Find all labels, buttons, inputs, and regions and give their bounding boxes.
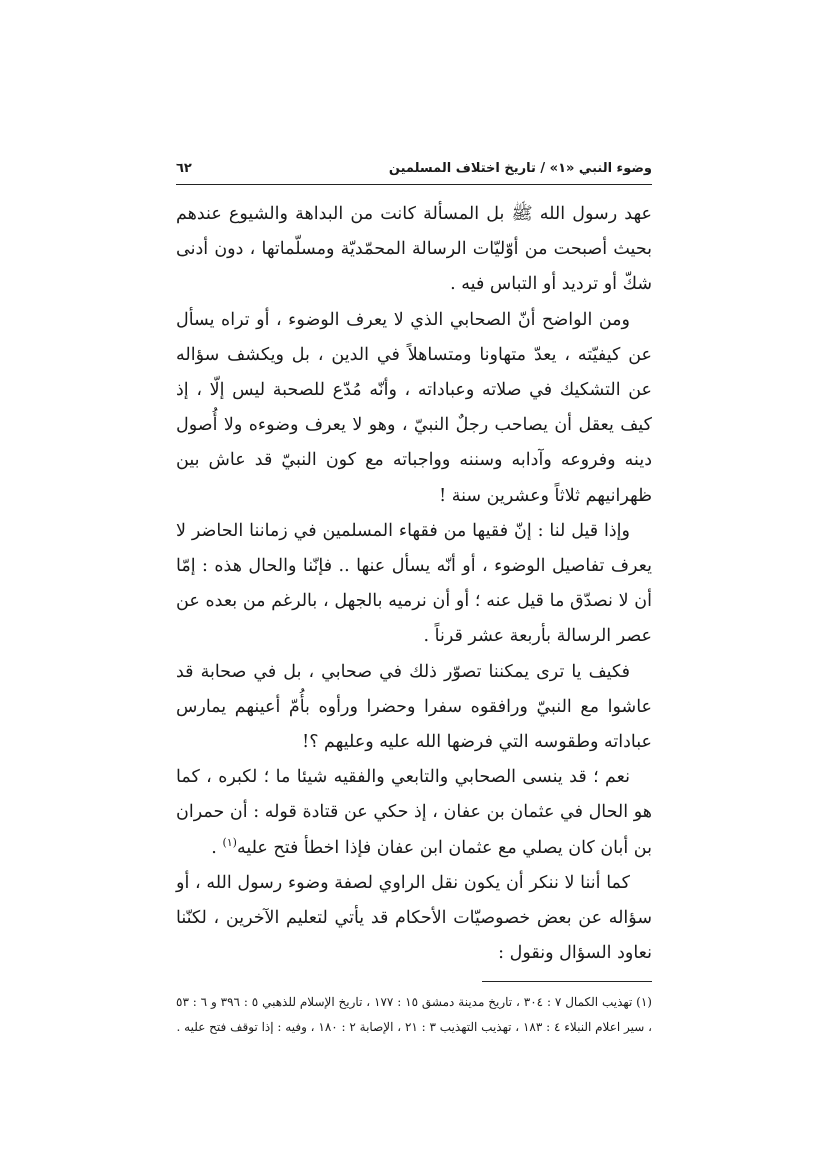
- running-title: وضوء النبي «١» / تاريخ اختلاف المسلمين: [388, 161, 652, 176]
- page-header: [176, 150, 652, 185]
- paragraph: فكيف يا ترى يمكننا تصوّر ذلك في صحابي ، بل في صحابة قد عاشوا مع النبيّ ورافقوه سفرا وحضرا ورأوه بأُمّ أعينهم يمارس عباداته وطقوسه التي فرضها الله عليه وعليهم ؟!: [176, 661, 652, 753]
- book-page: [176, 150, 652, 1035]
- body-text: [176, 197, 652, 971]
- paragraph: عهد رسول الله ﷺ بل المسألة كانت من البداهة والشيوع عندهم بحيث أصبحت من أوّليّات الرسالة المحمّديّة ومسلّماتها ، دون أدنى شكّ أو ترديد أو التباس فيه .: [176, 204, 652, 295]
- page-number: ٦٢: [176, 161, 192, 176]
- paragraph: وإذا قيل لنا : إنّ فقيها من فقهاء المسلمين في زماننا الحاضر لا يعرف تفاصيل الوضوء ، أو أنّه يسأل عنها .. فإنّنا والحال هذه : إمّا أن لا نصدّق ما قيل عنه ؛ أو أن نرميه بالجهل ، بالرغم من بعده عن عصر الرسالة بأربعة عشر قرناً .: [176, 520, 652, 647]
- footnote: (١) تهذيب الكمال ٧ : ٣٠٤ ، تاريخ مدينة دمشق ١٥ : ١٧٧ ، تاريخ الإسلام للذهبي ٥ : ٣٩٦ و ٦ : ٥٣ ، سير اعلام النبلاء ٤ : ١٨٣ ، تهذيب التهذيب ٣ : ٢١ ، الإصابة ٢ : ١٨٠ ، وفيه : إذا توقف فتح عليه .: [176, 995, 652, 1035]
- footnote-reference[interactable]: (١): [222, 835, 237, 849]
- footnote-divider: [482, 981, 652, 982]
- paragraph: نعم ؛ قد ينسى الصحابي والتابعي والفقيه شيئا ما ؛ لكبره ، كما هو الحال في عثمان بن عفان ، إذ حكي عن قتادة قوله : أن حمران بن أبان كان يصلي مع عثمان ابن عفان فإذا اخطأ فتح عليه$^{(١)}$ .: [176, 767, 652, 858]
- paragraph: كما أننا لا ننكر أن يكون نقل الراوي لصفة وضوء رسول الله ، أو سؤاله عن بعض خصوصيّات الأحكام قد يأتي لتعليم الآخرين ، لكنّنا نعاود السؤال ونقول :: [176, 872, 652, 964]
- paragraph: ومن الواضح أنّ الصحابي الذي لا يعرف الوضوء ، أو تراه يسأل عن كيفيّته ، يعدّ متهاونا ومتساهلاً في الدين ، بل ويكشف سؤاله عن التشكيك في صلاته وعباداته ، وأنّه مُدّع للصحبة ليس إلّا ، إذ كيف يعقل أن يصاحب رجلٌ النبيّ ، وهو لا يعرف وضوءه ولا أُصول دينه وفروعه وآدابه وسننه وواجباته مع كون النبيّ قد عاش بين ظهرانيهم ثلاثاً وعشرين سنة !: [176, 309, 652, 506]
- footnotes: [176, 990, 652, 1040]
